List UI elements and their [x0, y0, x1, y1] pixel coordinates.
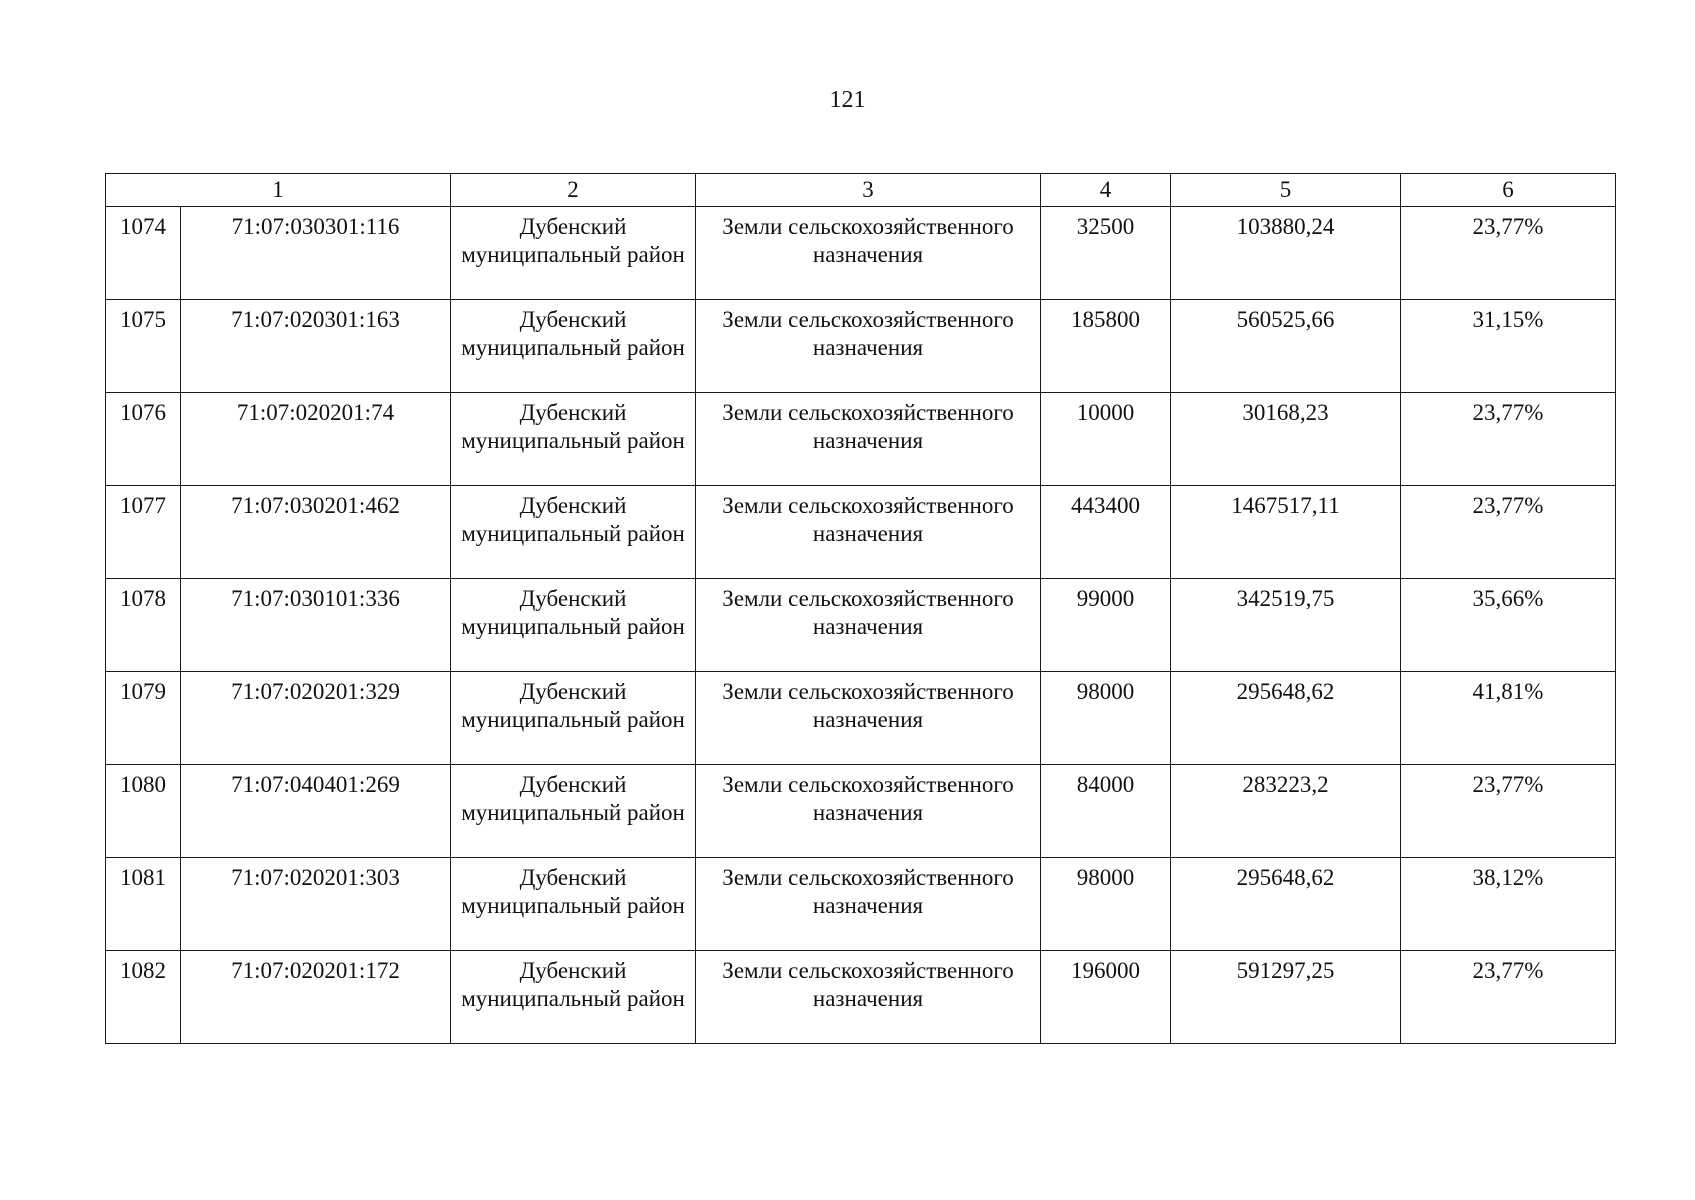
municipality: Дубенский муниципальный район — [451, 858, 696, 951]
cadastral-number: 71:07:030201:462 — [181, 486, 451, 579]
percent: 35,66% — [1401, 579, 1616, 672]
table-row — [106, 579, 1616, 672]
column-header-1: 1 — [106, 174, 451, 207]
row-number: 1074 — [106, 207, 181, 300]
table-row — [106, 858, 1616, 951]
cadastral-value: 560525,66 — [1171, 300, 1401, 393]
cadastral-number: 71:07:020201:303 — [181, 858, 451, 951]
column-header-3: 3 — [696, 174, 1041, 207]
cadastral-value: 591297,25 — [1171, 951, 1401, 1044]
area: 196000 — [1041, 951, 1171, 1044]
area: 32500 — [1041, 207, 1171, 300]
land-category: Земли сельскохозяйственного назначения — [696, 207, 1041, 300]
cadastral-value: 342519,75 — [1171, 579, 1401, 672]
table-row — [106, 393, 1616, 486]
area: 84000 — [1041, 765, 1171, 858]
cadastral-number: 71:07:020201:329 — [181, 672, 451, 765]
cadastral-value: 30168,23 — [1171, 393, 1401, 486]
municipality: Дубенский муниципальный район — [451, 672, 696, 765]
percent: 23,77% — [1401, 207, 1616, 300]
cadastral-value: 103880,24 — [1171, 207, 1401, 300]
cadastral-value: 283223,2 — [1171, 765, 1401, 858]
land-category: Земли сельскохозяйственного назначения — [696, 765, 1041, 858]
percent: 23,77% — [1401, 393, 1616, 486]
municipality: Дубенский муниципальный район — [451, 486, 696, 579]
cadastral-number: 71:07:020301:163 — [181, 300, 451, 393]
land-parcels-table — [105, 173, 1616, 1044]
row-number: 1076 — [106, 393, 181, 486]
area: 443400 — [1041, 486, 1171, 579]
table-row — [106, 207, 1616, 300]
table-row — [106, 765, 1616, 858]
municipality: Дубенский муниципальный район — [451, 393, 696, 486]
land-category: Земли сельскохозяйственного назначения — [696, 858, 1041, 951]
percent: 31,15% — [1401, 300, 1616, 393]
municipality: Дубенский муниципальный район — [451, 951, 696, 1044]
cadastral-number: 71:07:020201:172 — [181, 951, 451, 1044]
table-row — [106, 672, 1616, 765]
area: 10000 — [1041, 393, 1171, 486]
municipality: Дубенский муниципальный район — [451, 207, 696, 300]
area: 98000 — [1041, 672, 1171, 765]
cadastral-value: 295648,62 — [1171, 672, 1401, 765]
land-category: Земли сельскохозяйственного назначения — [696, 672, 1041, 765]
cadastral-number: 71:07:040401:269 — [181, 765, 451, 858]
area: 185800 — [1041, 300, 1171, 393]
percent: 23,77% — [1401, 486, 1616, 579]
row-number: 1078 — [106, 579, 181, 672]
table-header-row — [106, 174, 1616, 207]
page-number: 121 — [829, 87, 866, 113]
land-category: Земли сельскохозяйственного назначения — [696, 393, 1041, 486]
cadastral-value: 295648,62 — [1171, 858, 1401, 951]
column-header-4: 4 — [1041, 174, 1171, 207]
municipality: Дубенский муниципальный район — [451, 300, 696, 393]
column-header-5: 5 — [1171, 174, 1401, 207]
land-category: Земли сельскохозяйственного назначения — [696, 951, 1041, 1044]
table-row — [106, 951, 1616, 1044]
row-number: 1075 — [106, 300, 181, 393]
percent: 41,81% — [1401, 672, 1616, 765]
area: 98000 — [1041, 858, 1171, 951]
land-category: Земли сельскохозяйственного назначения — [696, 300, 1041, 393]
row-number: 1079 — [106, 672, 181, 765]
column-header-6: 6 — [1401, 174, 1616, 207]
table-row — [106, 300, 1616, 393]
row-number: 1082 — [106, 951, 181, 1044]
row-number: 1081 — [106, 858, 181, 951]
percent: 23,77% — [1401, 765, 1616, 858]
land-category: Земли сельскохозяйственного назначения — [696, 579, 1041, 672]
cadastral-number: 71:07:030101:336 — [181, 579, 451, 672]
cadastral-number: 71:07:020201:74 — [181, 393, 451, 486]
cadastral-value: 1467517,11 — [1171, 486, 1401, 579]
land-category: Земли сельскохозяйственного назначения — [696, 486, 1041, 579]
row-number: 1080 — [106, 765, 181, 858]
area: 99000 — [1041, 579, 1171, 672]
row-number: 1077 — [106, 486, 181, 579]
column-header-2: 2 — [451, 174, 696, 207]
percent: 38,12% — [1401, 858, 1616, 951]
municipality: Дубенский муниципальный район — [451, 765, 696, 858]
table-row — [106, 486, 1616, 579]
percent: 23,77% — [1401, 951, 1616, 1044]
municipality: Дубенский муниципальный район — [451, 579, 696, 672]
cadastral-number: 71:07:030301:116 — [181, 207, 451, 300]
